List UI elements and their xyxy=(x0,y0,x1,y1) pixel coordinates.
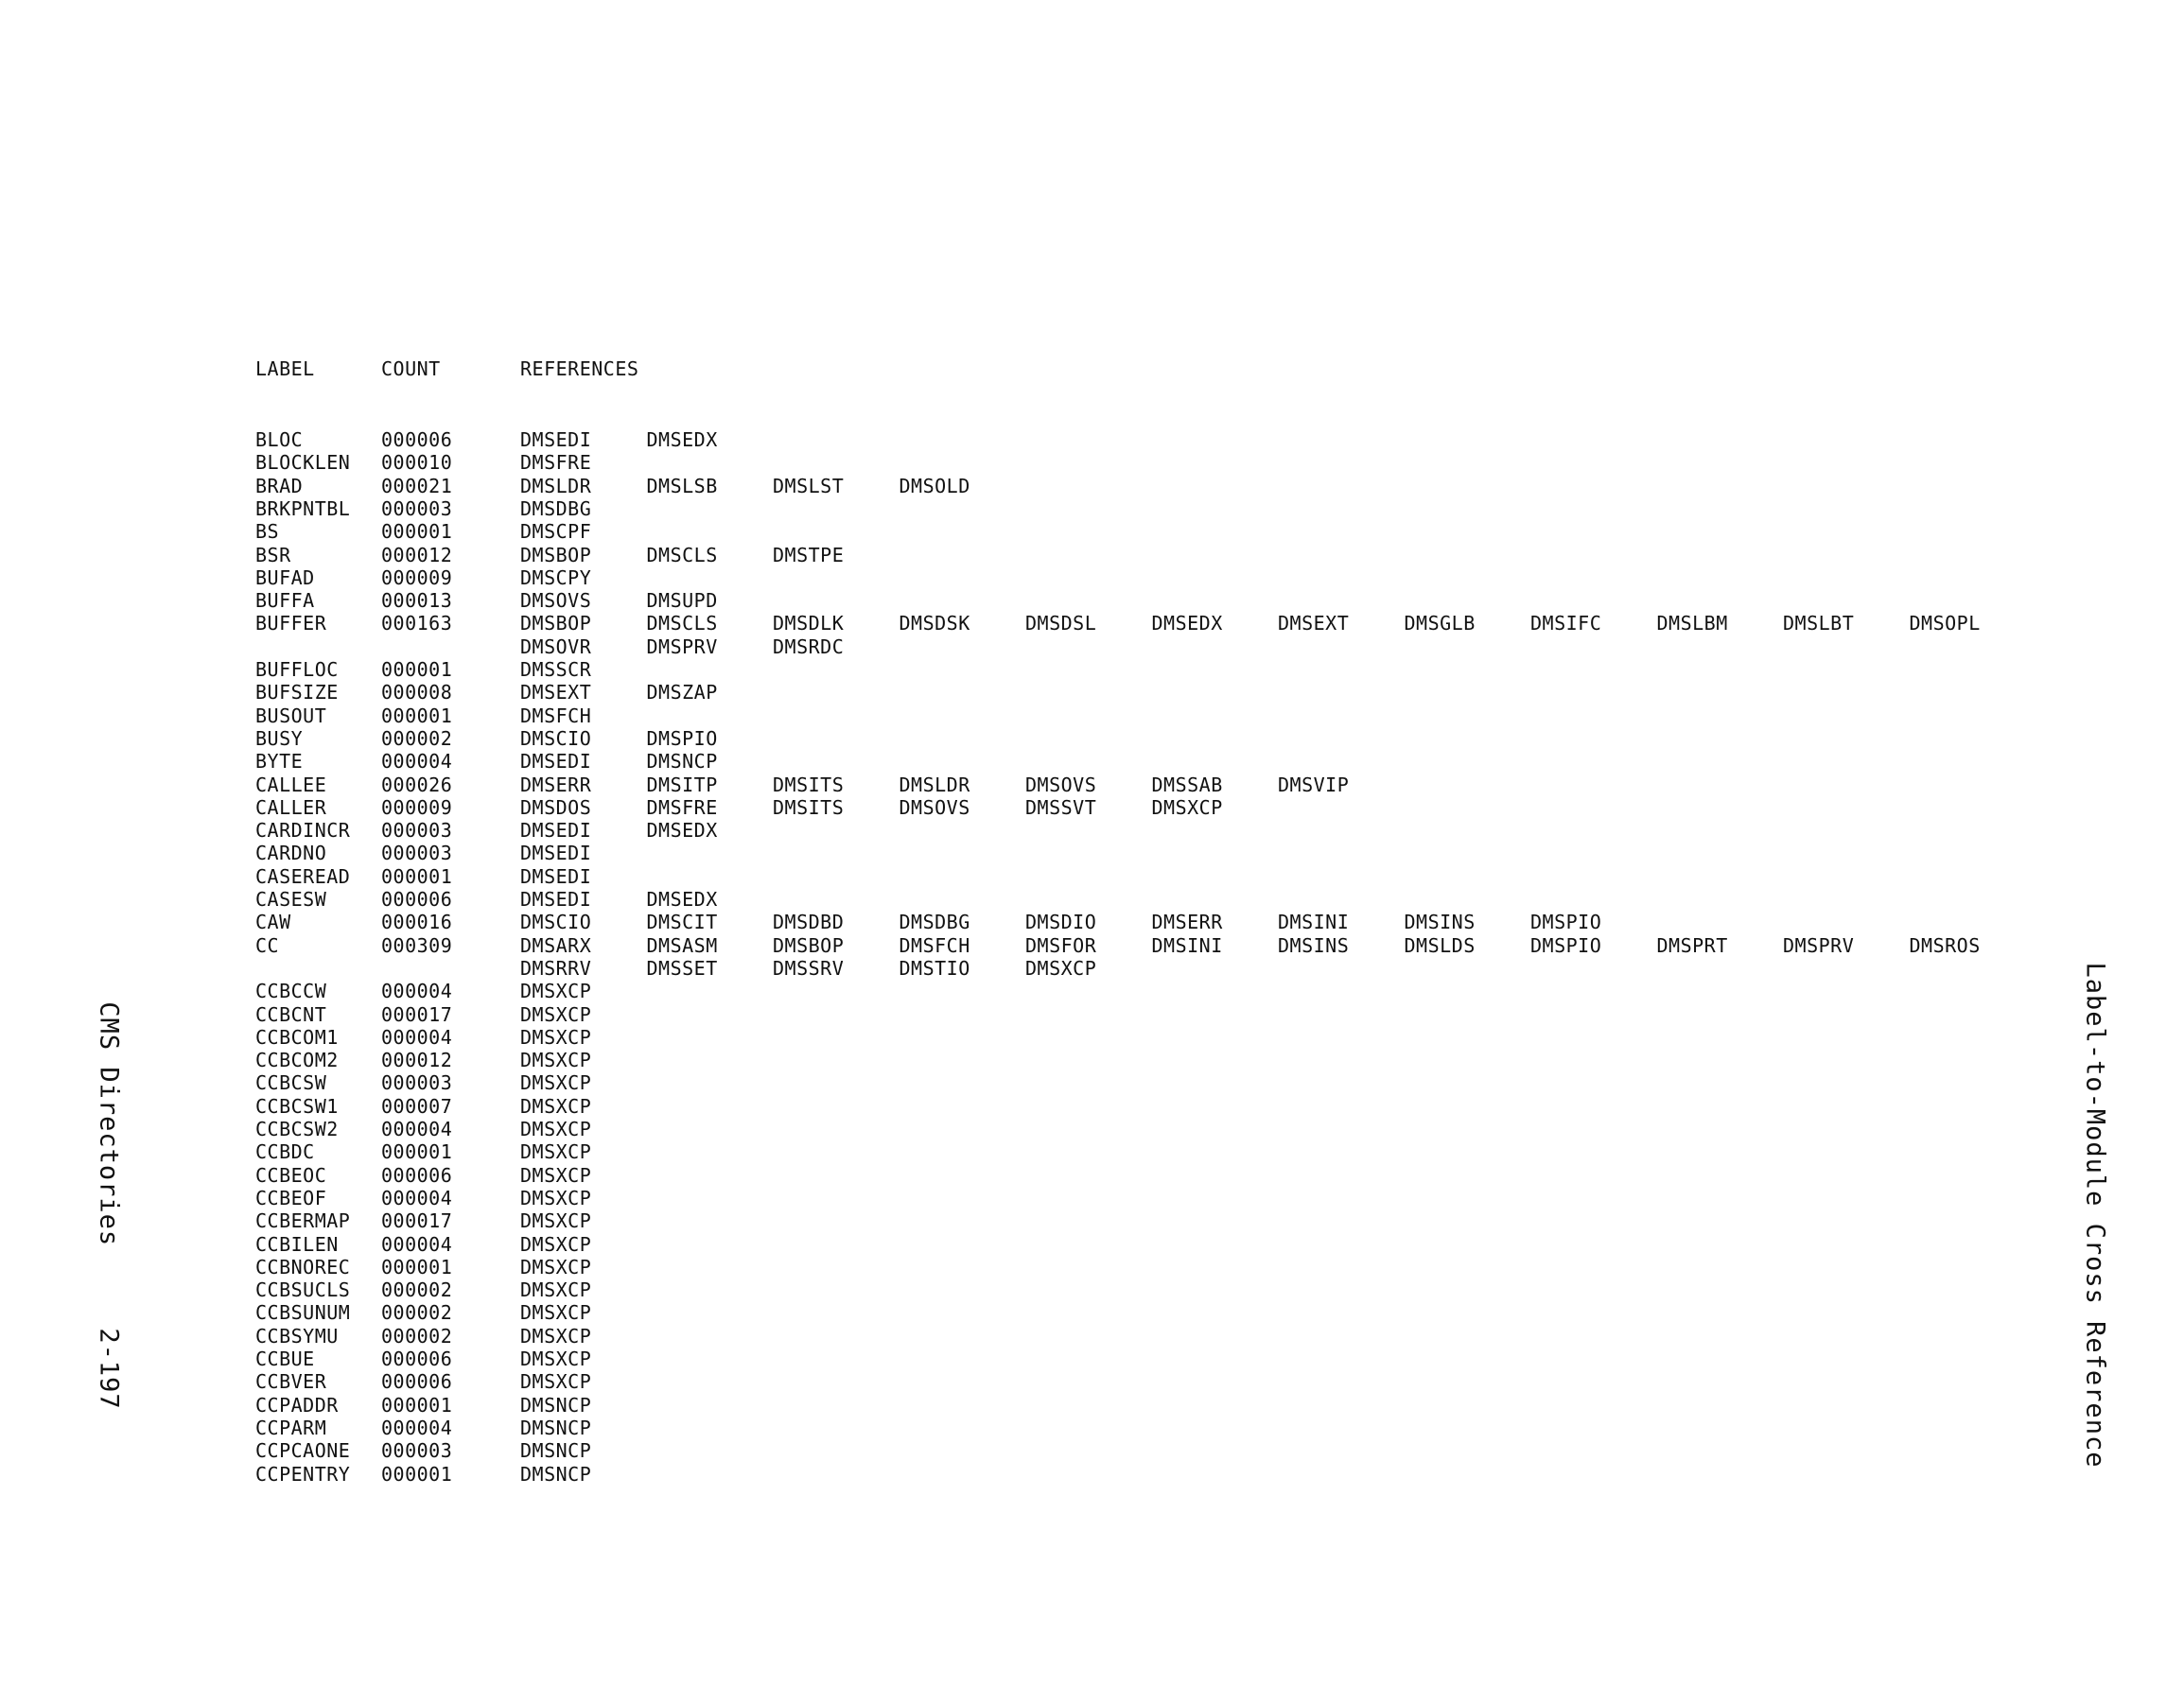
row-label: BYTE xyxy=(255,750,304,774)
row-reference: DMSDBG xyxy=(520,496,592,520)
row-reference: DMSEXT xyxy=(520,681,592,704)
row-reference: DMSOLD xyxy=(899,474,970,497)
row-label: BUSOUT xyxy=(255,704,327,727)
row-reference: DMSCLS xyxy=(646,543,718,566)
row-count: 000006 xyxy=(381,428,453,451)
row-reference: DMSXCP xyxy=(1151,795,1223,819)
row-label: BUFSIZE xyxy=(255,681,339,704)
row-label: CCPADDR xyxy=(255,1393,339,1417)
row-reference: DMSCIT xyxy=(646,911,718,934)
row-label: BUFFER xyxy=(255,612,327,635)
row-reference: DMSXCP xyxy=(520,1209,592,1233)
row-reference: DMSDBD xyxy=(773,911,845,934)
row-reference: DMSERR xyxy=(1151,911,1223,934)
row-reference: DMSPIO xyxy=(646,726,718,750)
row-reference: DMSCIO xyxy=(520,911,592,934)
row-reference: DMSXCP xyxy=(520,1278,592,1302)
row-reference: DMSXCP xyxy=(520,1255,592,1278)
row-reference: DMSDOS xyxy=(520,795,592,819)
row-label: BUFAD xyxy=(255,565,315,589)
row-reference: DMSINS xyxy=(1278,933,1350,957)
row-reference: DMSPRT xyxy=(1656,933,1728,957)
row-reference: DMSPIO xyxy=(1530,933,1602,957)
row-count: 000003 xyxy=(381,1071,453,1095)
row-reference: DMSCIO xyxy=(520,726,592,750)
row-label: BLOC xyxy=(255,428,304,451)
row-count: 000003 xyxy=(381,496,453,520)
row-reference: DMSINI xyxy=(1151,933,1223,957)
row-count: 000010 xyxy=(381,451,453,475)
row-reference: DMSCPF xyxy=(520,520,592,544)
row-label: CCBCNT xyxy=(255,1002,327,1026)
row-reference: DMSROS xyxy=(1909,933,1981,957)
header-count: COUNT xyxy=(381,357,441,380)
row-label: CCBEOF xyxy=(255,1186,327,1209)
row-label: BUSY xyxy=(255,726,304,750)
row-reference: DMSSET xyxy=(646,956,718,980)
row-count: 000013 xyxy=(381,589,453,613)
row-reference: DMSFCH xyxy=(520,704,592,727)
row-count: 000003 xyxy=(381,1439,453,1463)
row-label: CCBERMAP xyxy=(255,1209,351,1233)
row-count: 000001 xyxy=(381,1140,453,1164)
row-count: 000006 xyxy=(381,1370,453,1394)
row-reference: DMSERR xyxy=(520,773,592,796)
row-count: 000001 xyxy=(381,1393,453,1417)
row-label: BUFFA xyxy=(255,589,315,613)
row-label: CCBILEN xyxy=(255,1232,339,1256)
row-count: 000001 xyxy=(381,704,453,727)
row-reference: DMSNCP xyxy=(520,1393,592,1417)
row-reference: DMSEDI xyxy=(520,819,592,843)
row-count: 000006 xyxy=(381,1348,453,1370)
row-reference: DMSXCP xyxy=(520,1232,592,1256)
row-reference: DMSLDS xyxy=(1404,933,1476,957)
row-reference: DMSEDX xyxy=(646,888,718,911)
row-reference: DMSEDI xyxy=(520,750,592,774)
row-reference: DMSXCP xyxy=(520,1002,592,1026)
row-count: 000004 xyxy=(381,980,453,1003)
row-label: CCBCCW xyxy=(255,980,327,1003)
row-reference: DMSSRV xyxy=(773,956,845,980)
row-reference: DMSDSL xyxy=(1025,612,1097,635)
row-reference: DMSNCP xyxy=(520,1462,592,1486)
page-footer-right: Label-to-Module Cross Reference xyxy=(2080,962,2110,1469)
row-reference: DMSXCP xyxy=(520,1094,592,1118)
row-reference: DMSXCP xyxy=(520,980,592,1003)
row-reference: DMSITP xyxy=(646,773,718,796)
row-label: CASESW xyxy=(255,888,327,911)
row-label: CCBVER xyxy=(255,1370,327,1394)
row-reference: DMSXCP xyxy=(520,1301,592,1325)
row-reference: DMSTIO xyxy=(899,956,970,980)
row-label: BUFFLOC xyxy=(255,658,339,681)
row-count: 000017 xyxy=(381,1002,453,1026)
row-reference: DMSXCP xyxy=(520,1186,592,1209)
row-reference: DMSTPE xyxy=(773,543,845,566)
row-label: CCBUE xyxy=(255,1348,315,1370)
row-label: CCBCSW xyxy=(255,1071,327,1095)
row-count: 000026 xyxy=(381,773,453,796)
row-reference: DMSITS xyxy=(773,773,845,796)
row-label: CCPENTRY xyxy=(255,1462,351,1486)
row-reference: DMSSCR xyxy=(520,658,592,681)
row-reference: DMSASM xyxy=(646,933,718,957)
row-count: 000006 xyxy=(381,1163,453,1187)
row-reference: DMSXCP xyxy=(520,1025,592,1049)
row-reference: DMSBOP xyxy=(520,612,592,635)
row-count: 000163 xyxy=(381,612,453,635)
row-label: CALLEE xyxy=(255,773,327,796)
row-reference: DMSVIP xyxy=(1278,773,1350,796)
row-count: 000003 xyxy=(381,842,453,865)
row-reference: DMSRRV xyxy=(520,956,592,980)
row-count: 000004 xyxy=(381,1232,453,1256)
row-reference: DMSXCP xyxy=(520,1118,592,1140)
row-reference: DMSSVT xyxy=(1025,795,1097,819)
row-label: CCPCAONE xyxy=(255,1439,351,1463)
row-reference: DMSFRE xyxy=(646,795,718,819)
row-count: 000009 xyxy=(381,795,453,819)
row-reference: DMSOVR xyxy=(520,635,592,658)
row-reference: DMSNCP xyxy=(520,1439,592,1463)
row-reference: DMSEDI xyxy=(520,888,592,911)
row-label: CCBCSW1 xyxy=(255,1094,339,1118)
row-label: CCBCSW2 xyxy=(255,1118,339,1140)
row-reference: DMSDSK xyxy=(899,612,970,635)
row-count: 000309 xyxy=(381,933,453,957)
row-label: CCBCOM2 xyxy=(255,1049,339,1072)
row-reference: DMSPRV xyxy=(646,635,718,658)
row-reference: DMSLBT xyxy=(1783,612,1855,635)
row-label: CCBEOC xyxy=(255,1163,327,1187)
row-label: CALLER xyxy=(255,795,327,819)
row-reference: DMSCLS xyxy=(646,612,718,635)
row-reference: DMSNCP xyxy=(646,750,718,774)
row-count: 000021 xyxy=(381,474,453,497)
row-count: 000001 xyxy=(381,658,453,681)
row-reference: DMSARX xyxy=(520,933,592,957)
row-label: BSR xyxy=(255,543,291,566)
row-count: 000004 xyxy=(381,1025,453,1049)
row-reference: DMSPIO xyxy=(1530,911,1602,934)
row-reference: DMSEDI xyxy=(520,842,592,865)
row-reference: DMSOVS xyxy=(1025,773,1097,796)
row-reference: DMSEDI xyxy=(520,428,592,451)
row-reference: DMSBOP xyxy=(773,933,845,957)
row-count: 000001 xyxy=(381,1255,453,1278)
row-reference: DMSSAB xyxy=(1151,773,1223,796)
row-reference: DMSINI xyxy=(1278,911,1350,934)
row-reference: DMSDLK xyxy=(773,612,845,635)
row-reference: DMSXCP xyxy=(520,1348,592,1370)
row-reference: DMSEDX xyxy=(646,819,718,843)
row-label: CC xyxy=(255,933,280,957)
row-count: 000012 xyxy=(381,543,453,566)
row-count: 000001 xyxy=(381,1462,453,1486)
row-reference: DMSGLB xyxy=(1404,612,1476,635)
row-count: 000002 xyxy=(381,726,453,750)
row-reference: DMSFOR xyxy=(1025,933,1097,957)
row-reference: DMSLDR xyxy=(899,773,970,796)
row-reference: DMSFRE xyxy=(520,451,592,475)
row-count: 000003 xyxy=(381,819,453,843)
row-reference: DMSFCH xyxy=(899,933,970,957)
row-label: CARDNO xyxy=(255,842,327,865)
row-label: CCBDC xyxy=(255,1140,315,1164)
header-references: REFERENCES xyxy=(520,357,639,380)
row-reference: DMSXCP xyxy=(520,1140,592,1164)
row-reference: DMSOVS xyxy=(520,589,592,613)
row-reference: DMSDIO xyxy=(1025,911,1097,934)
row-reference: DMSNCP xyxy=(520,1416,592,1439)
row-reference: DMSUPD xyxy=(646,589,718,613)
row-reference: DMSXCP xyxy=(1025,956,1097,980)
row-reference: DMSXCP xyxy=(520,1163,592,1187)
row-count: 000008 xyxy=(381,681,453,704)
row-reference: DMSITS xyxy=(773,795,845,819)
row-label: CARDINCR xyxy=(255,819,351,843)
row-reference: DMSXCP xyxy=(520,1370,592,1394)
row-count: 000001 xyxy=(381,864,453,888)
row-label: CCBSUNUM xyxy=(255,1301,351,1325)
row-reference: DMSEDX xyxy=(646,428,718,451)
row-count: 000007 xyxy=(381,1094,453,1118)
row-count: 000004 xyxy=(381,750,453,774)
row-count: 000004 xyxy=(381,1118,453,1140)
header-label: LABEL xyxy=(255,357,315,380)
row-count: 000004 xyxy=(381,1186,453,1209)
row-reference: DMSCPY xyxy=(520,565,592,589)
row-reference: DMSLDR xyxy=(520,474,592,497)
row-label: CCBSYMU xyxy=(255,1324,339,1348)
row-count: 000002 xyxy=(381,1278,453,1302)
row-label: CCBNOREC xyxy=(255,1255,351,1278)
row-reference: DMSZAP xyxy=(646,681,718,704)
row-reference: DMSLSB xyxy=(646,474,718,497)
row-reference: DMSXCP xyxy=(520,1071,592,1095)
row-reference: DMSOPL xyxy=(1909,612,1981,635)
row-reference: DMSXCP xyxy=(520,1049,592,1072)
row-count: 000016 xyxy=(381,911,453,934)
row-count: 000006 xyxy=(381,888,453,911)
row-reference: DMSDBG xyxy=(899,911,970,934)
row-label: CCBSUCLS xyxy=(255,1278,351,1302)
row-reference: DMSBOP xyxy=(520,543,592,566)
row-label: BS xyxy=(255,520,280,544)
row-count: 000001 xyxy=(381,520,453,544)
row-label: CCPARM xyxy=(255,1416,327,1439)
row-label: BRAD xyxy=(255,474,304,497)
row-count: 000002 xyxy=(381,1301,453,1325)
row-reference: DMSEXT xyxy=(1278,612,1350,635)
row-reference: DMSEDX xyxy=(1151,612,1223,635)
row-reference: DMSPRV xyxy=(1783,933,1855,957)
row-count: 000012 xyxy=(381,1049,453,1072)
row-label: BLOCKLEN xyxy=(255,451,351,475)
row-reference: DMSINS xyxy=(1404,911,1476,934)
row-reference: DMSLBM xyxy=(1656,612,1728,635)
row-count: 000002 xyxy=(381,1324,453,1348)
row-label: BRKPNTBL xyxy=(255,496,351,520)
page-footer-left: CMS Directories 2-197 xyxy=(94,1001,124,1410)
row-label: CAW xyxy=(255,911,291,934)
row-reference: DMSEDI xyxy=(520,864,592,888)
row-count: 000009 xyxy=(381,565,453,589)
row-label: CASEREAD xyxy=(255,864,351,888)
row-reference: DMSIFC xyxy=(1530,612,1602,635)
row-reference: DMSOVS xyxy=(899,795,970,819)
row-reference: DMSRDC xyxy=(773,635,845,658)
row-label: CCBCOM1 xyxy=(255,1025,339,1049)
row-count: 000004 xyxy=(381,1416,453,1439)
row-count: 000017 xyxy=(381,1209,453,1233)
row-reference: DMSLST xyxy=(773,474,845,497)
row-reference: DMSXCP xyxy=(520,1324,592,1348)
